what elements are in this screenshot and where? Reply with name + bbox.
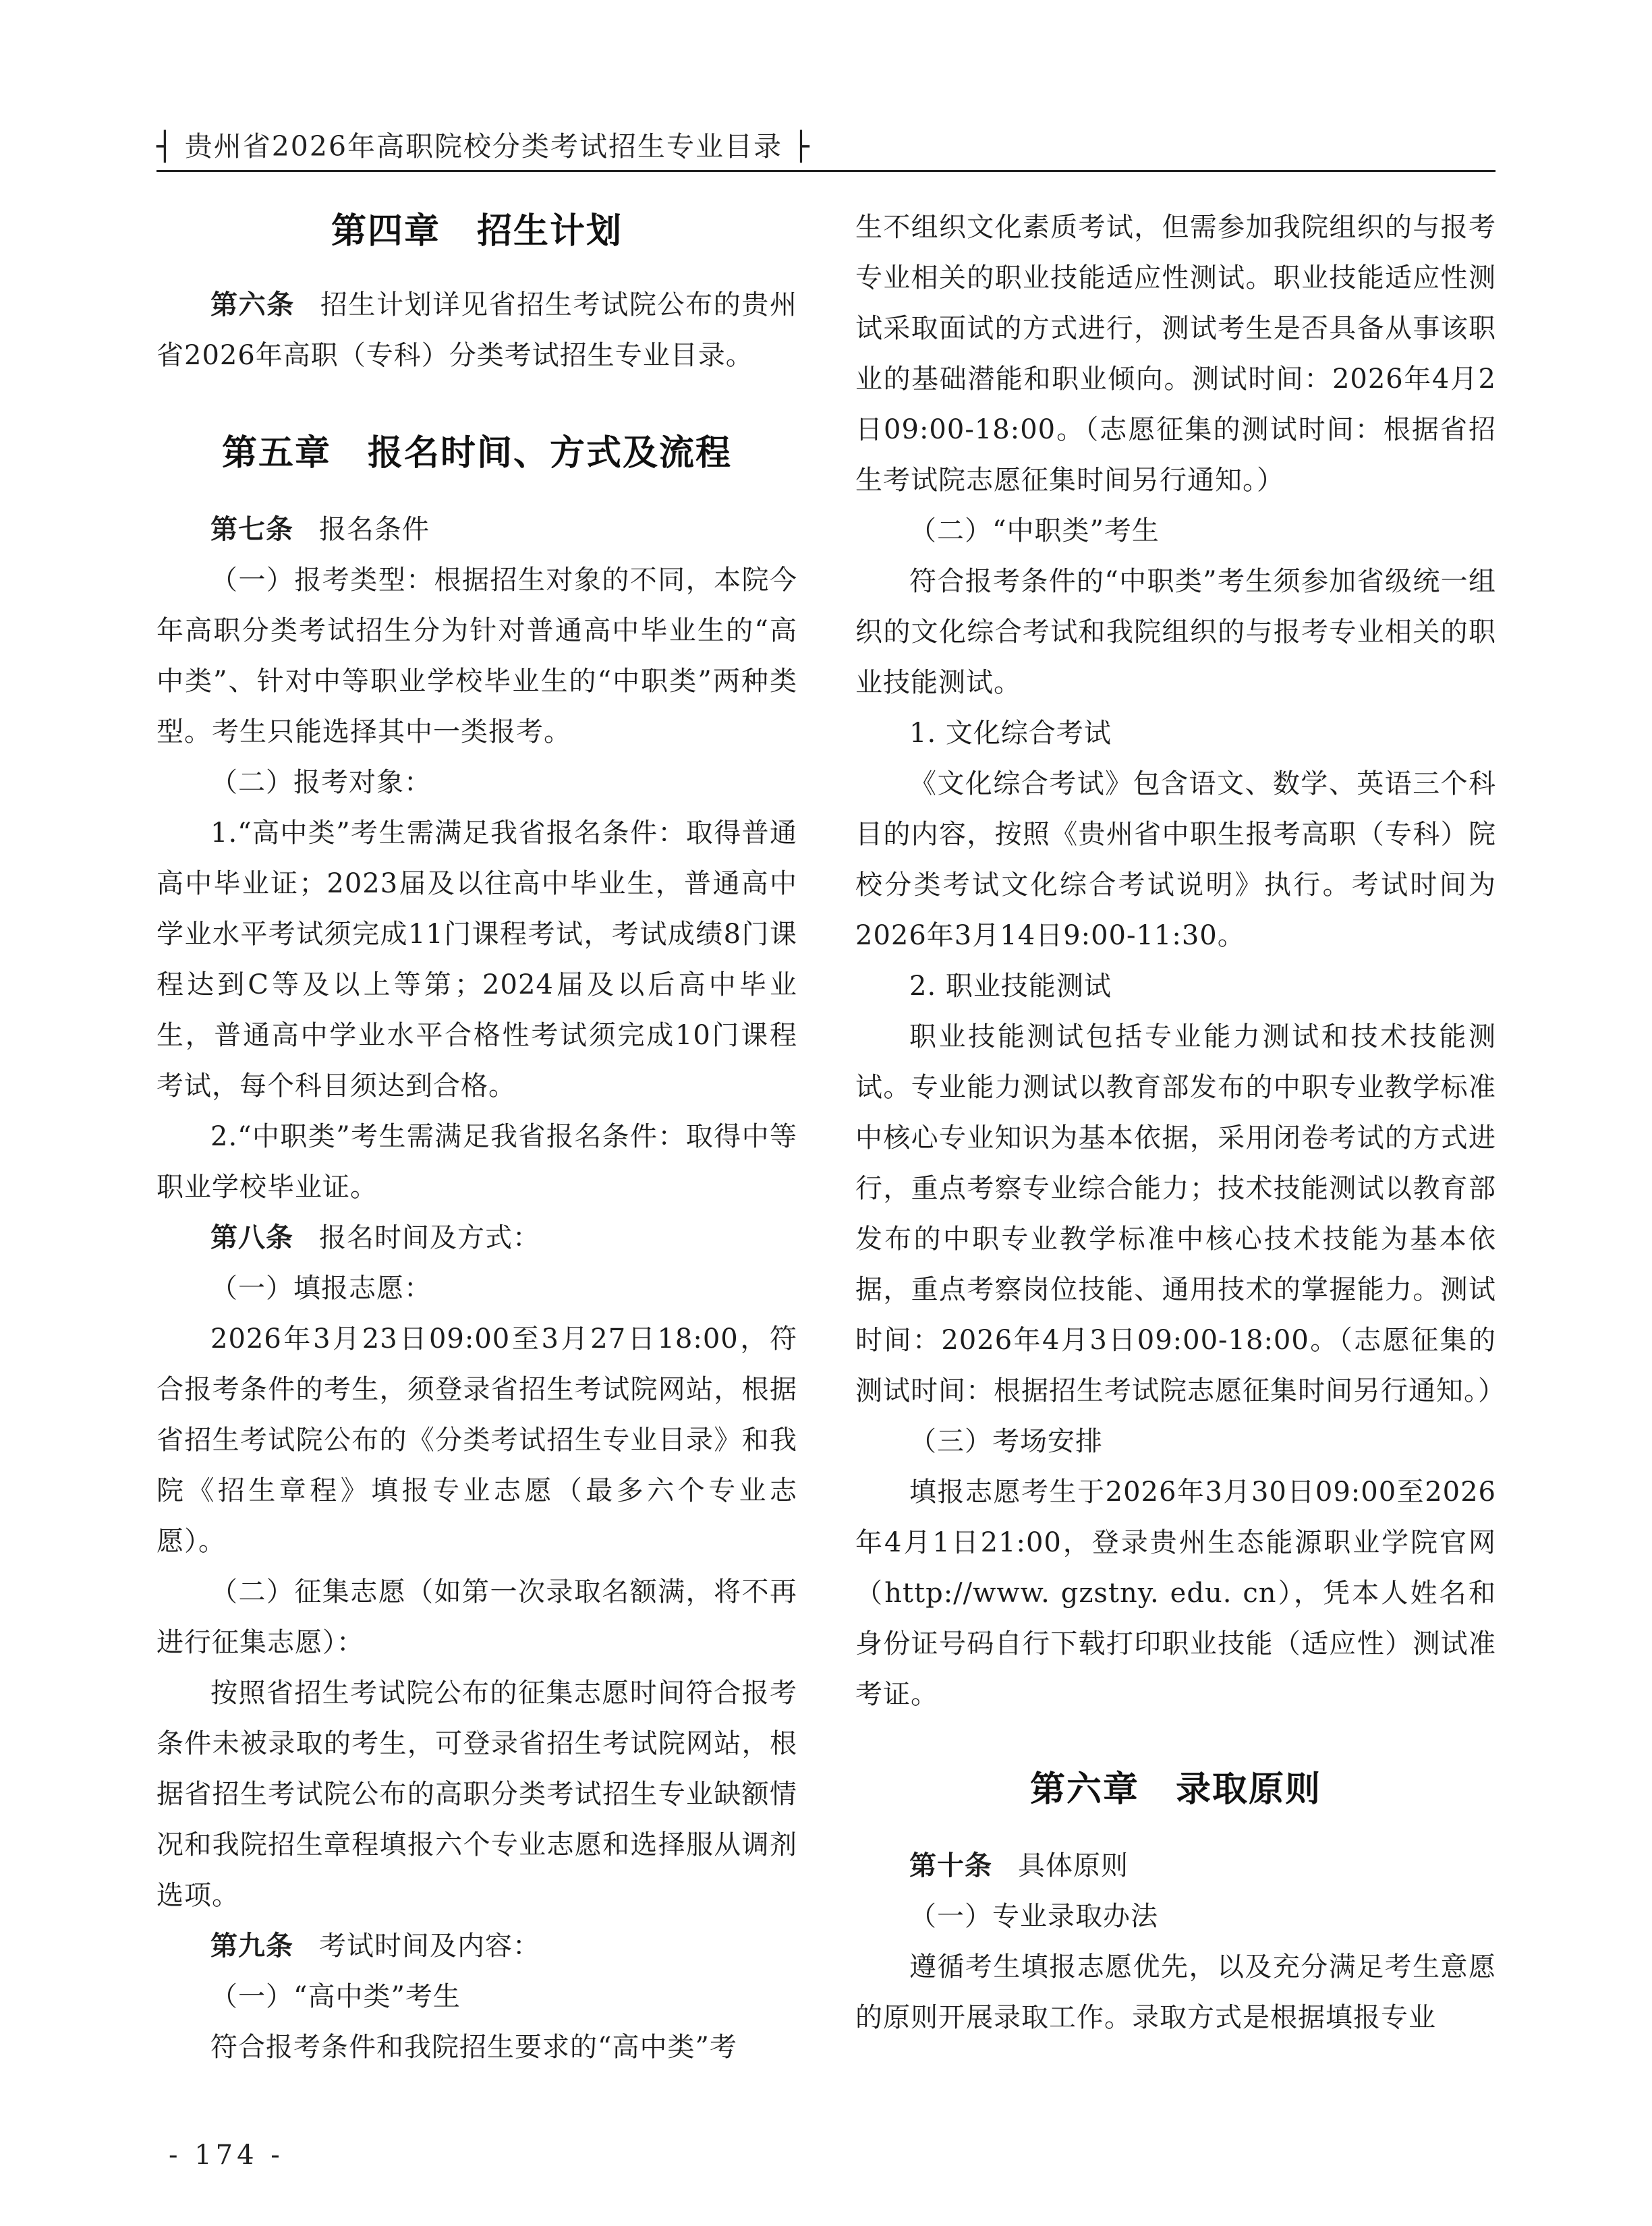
paragraph: 职业技能测试包括专业能力测试和技术技能测试。专业能力测试以教育部发布的中职专业教学标准中核心专业知识为基本依据，采用闭卷考试的方式进行，重点考察专业综合能力；技术技能测试以教育部发布的中职专业教学标准中核心技术技能为基本依据，重点考察岗位技能、通用技术的掌握能力。测试时间：2026年4月3日09:00-18:00。（志愿征集的测试时间：根据招生考试院志愿征集时间另行通知。） [855, 1021, 1506, 1406]
paragraph: （二）“中职类”考生 [909, 515, 1160, 546]
paragraph: 1.“高中类”考生需满足我省报名条件：取得普通高中毕业证；2023届及以往高中毕业生，普通高中学业水平考试须完成11门课程考试，考试成绩8门课程达到C等及以上等第；2024届及以后高中毕业生，普通高中学业水平合格性考试须完成10门课程考试，每个科目须达到合格。 [156, 818, 797, 1102]
chapter-6-title: 第六章 录取原则 [1029, 1769, 1321, 1810]
paragraph: 遵循考生填报志愿优先，以及充分满足考生意愿的原则开展录取工作。录取方式是根据填报专业 [855, 1951, 1496, 2033]
paragraph: 按照省招生考试院公布的征集志愿时间符合报考条件未被录取的考生，可登录省招生考试院网站，根据省招生考试院公布的高职分类考试招生专业缺额情况和我院招生章程填报六个专业志愿和选择服从调剂选项。 [156, 1678, 797, 1911]
header-rule [156, 170, 1496, 172]
chapter-4-title: 第四章 招生计划 [331, 211, 623, 252]
article-8-title: 报名时间及方式： [319, 1222, 540, 1253]
paragraph: （二）征集志愿（如第一次录取名额满，将不再进行征集志愿）： [156, 1576, 797, 1658]
chapter-5-title: 第五章 报名时间、方式及流程 [221, 433, 732, 474]
paragraph: 1. 文化综合考试 [909, 718, 1112, 749]
paragraph: （一）报考类型：根据招生对象的不同，本院今年高职分类考试招生分为针对普通高中毕业生的“高中类”、针对中等职业学校毕业生的“中职类”两种类型。考生只能选择其中一类报考。 [156, 565, 797, 747]
article-6-label: 第六条 [210, 289, 295, 320]
article-8-label: 第八条 [210, 1222, 293, 1253]
article-9-title: 考试时间及内容： [319, 1931, 540, 1962]
paragraph: （三）考场安排 [909, 1426, 1103, 1457]
article-7 [156, 505, 797, 555]
paragraph: 2. 职业技能测试 [909, 971, 1112, 1002]
paragraph: 2026年3月23日09:00至3月27日18:00，符合报考条件的考生，须登录省招生考试院网站，根据省招生考试院公布的《分类考试招生专业目录》和我院《招生章程》填报专业志愿（最多六个专业志愿）。 [156, 1323, 797, 1557]
left-column [156, 202, 797, 2073]
paragraph: （一）“高中类”考生 [210, 1981, 461, 2012]
paragraph: （二）报考对象： [210, 767, 432, 798]
paragraph: 2.“中职类”考生需满足我省报名条件：取得中等职业学校毕业证。 [156, 1121, 797, 1203]
article-10 [855, 1841, 1496, 1891]
article-7-label: 第七条 [210, 514, 293, 545]
article-10-label: 第十条 [909, 1850, 992, 1881]
article-7-title: 报名条件 [319, 514, 430, 545]
paragraph: 《文化综合考试》包含语文、数学、英语三个科目的内容，按照《贵州省中职生报考高职（专科）院校分类考试文化综合考试说明》执行。考试时间为2026年3月14日9:00-11:30。 [855, 768, 1496, 951]
article-9 [156, 1921, 797, 1972]
article-10-title: 具体原则 [1018, 1850, 1129, 1881]
article-6 [156, 280, 797, 381]
right-column [855, 202, 1506, 2043]
paragraph: 符合报考条件和我院招生要求的“高中类”考 [210, 2032, 737, 2063]
paragraph: 生不组织文化素质考试，但需参加我院组织的与报考专业相关的职业技能适应性测试。职业技能适应性测试采取面试的方式进行，测试考生是否具备从事该职业的基础潜能和职业倾向。测试时间：2026年4月2日09:00-18:00。（志愿征集的测试时间：根据省招生考试院志愿征集时间另行通知。） [855, 212, 1496, 496]
article-8 [156, 1213, 797, 1263]
page-number: - 174 - [169, 2140, 284, 2171]
paragraph: 填报志愿考生于2026年3月30日09:00至2026年4月1日21:00，登录贵州生态能源职业学院官网（http://www. gzstny. edu. cn），凭本人姓名和身份证号码自行下载打印职业技能（适应性）测试准考证。 [855, 1477, 1496, 1710]
paragraph: （一）填报志愿： [210, 1273, 432, 1304]
article-6-text: 招生计划详见省招生考试院公布的贵州省2026年高职（专科）分类考试招生专业目录。 [156, 289, 798, 371]
article-9-label: 第九条 [210, 1931, 293, 1962]
paragraph: （一）专业录取办法 [909, 1901, 1158, 1932]
paragraph: 符合报考条件的“中职类”考生须参加省级统一组织的文化综合考试和我院组织的与报考专业相关的职业技能测试。 [855, 566, 1496, 698]
running-header: ┤ 贵州省2026年高职院校分类考试招生专业目录 ├ [156, 130, 811, 163]
